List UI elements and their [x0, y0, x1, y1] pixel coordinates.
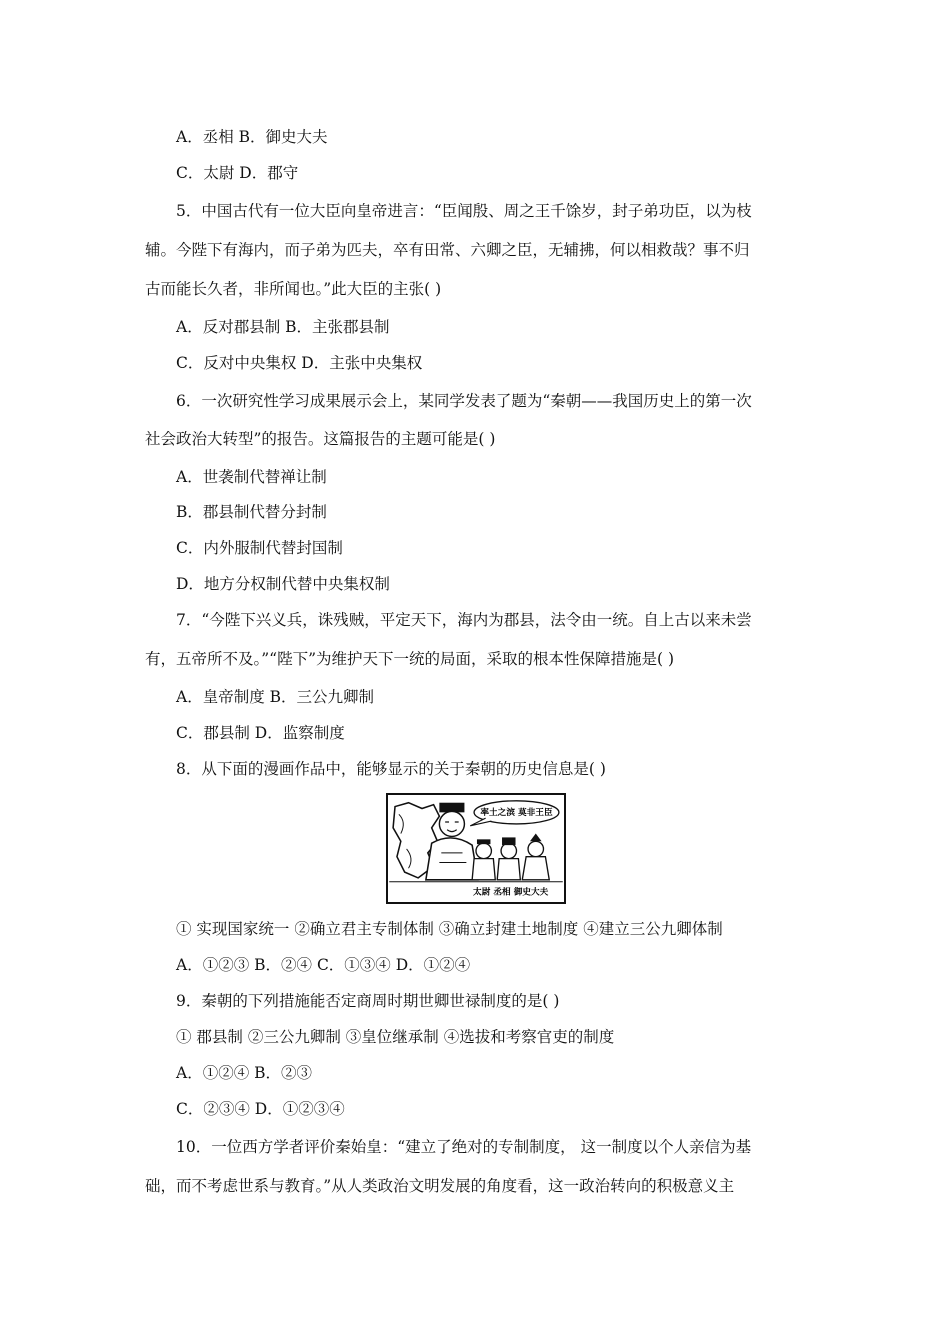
emperor-head-shape — [439, 811, 464, 836]
q6-stem-line1: 6．一次研究性学习成果展示会上，某同学发表了题为“秦朝——我国历史上的第一次 — [176, 392, 752, 410]
q8-stem: 8．从下面的漫画作品中，能够显示的关于秦朝的历史信息是( ) — [176, 760, 606, 778]
cartoon-image — [386, 793, 566, 904]
q7-options-cd: C．郡县制 D．监察制度 — [176, 724, 345, 742]
q8-items: ① 实现国家统一 ②确立君主专制体制 ③确立封建土地制度 ④建立三公九卿体制 — [176, 920, 723, 938]
q9-options-cd: C．②③④ D．①②③④ — [176, 1100, 345, 1118]
official-3-head-shape — [528, 841, 543, 856]
q10-stem-line1: 10．一位西方学者评价秦始皇：“建立了绝对的专制制度， 这一制度以个人亲信为基 — [176, 1138, 752, 1156]
cartoon-caption: 太尉 丞相 御史大夫 — [473, 887, 549, 898]
q6-option-b: B．郡县制代替分封制 — [176, 503, 327, 521]
q7-stem-line2: 有，五帝所不及。”“陛下”为维护天下一统的局面，采取的根本性保障措施是( ) — [145, 650, 675, 668]
q7-options-ab: A．皇帝制度 B．三公九卿制 — [176, 688, 375, 706]
q9-stem: 9．秦朝的下列措施能否定商周时期世卿世禄制度的是( ) — [176, 992, 560, 1010]
speech-bubble-text: 率土之滨 莫非王臣 — [480, 808, 553, 819]
official-1-head-shape — [476, 843, 491, 858]
emperor-robe-shape — [426, 838, 478, 880]
q6-option-a: A．世袭制代替禅让制 — [176, 468, 327, 486]
q4-options-cd: C．太尉 D．郡守 — [176, 164, 299, 182]
q6-stem-line2: 社会政治大转型”的报告。这篇报告的主题可能是( ) — [145, 430, 496, 448]
q6-option-d: D．地方分权制代替中央集权制 — [176, 575, 390, 593]
q8-options: A．①②③ B．②④ C．①③④ D．①②④ — [176, 956, 471, 974]
q5-stem-line1: 5．中国古代有一位大臣向皇帝进言：“臣闻殷、周之王千馀岁，封子弟功臣，以为枝 — [176, 202, 752, 220]
cartoon-drawing — [388, 795, 564, 902]
q9-options-ab: A．①②④ B．②③ — [176, 1064, 313, 1082]
q10-stem-line2: 础，而不考虑世系与教育。”从人类政治文明发展的角度看，这一政治转向的积极意义主 — [145, 1177, 735, 1195]
q5-stem-line3: 古而能长久者，非所闻也。”此大臣的主张( ) — [145, 280, 442, 298]
q9-items: ① 郡县制 ②三公九卿制 ③皇位继承制 ④选拔和考察官吏的制度 — [176, 1028, 615, 1046]
q5-stem-line2: 辅。今陛下有海内，而子弟为匹夫，卒有田常、六卿之臣，无辅拂，何以相救哉？事不归 — [145, 241, 750, 259]
q6-option-c: C．内外服制代替封国制 — [176, 539, 343, 557]
q5-options-cd: C．反对中央集权 D．主张中央集权 — [176, 354, 423, 372]
official-2-head-shape — [501, 843, 516, 858]
q4-options-ab: A．丞相 B．御史大夫 — [176, 128, 328, 146]
q5-options-ab: A．反对郡县制 B．主张郡县制 — [176, 318, 390, 336]
q7-stem-line1: 7．“今陛下兴义兵，诛残贼，平定天下，海内为郡县，法令由一统。自上古以来未尝 — [176, 611, 752, 629]
